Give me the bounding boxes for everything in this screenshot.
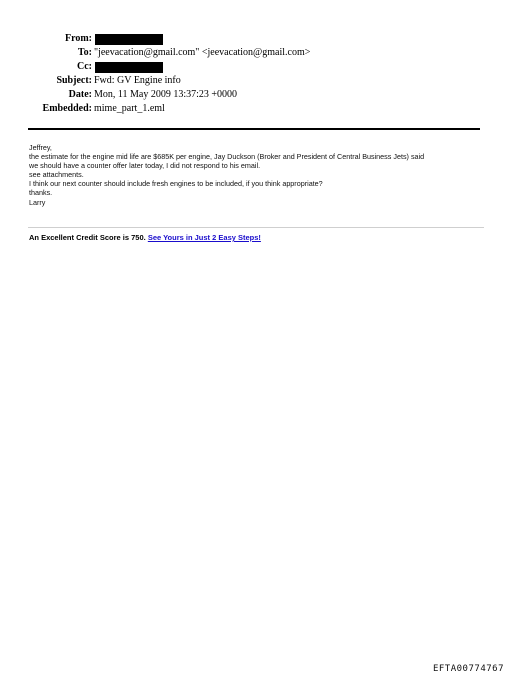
from-row — [0, 32, 92, 46]
subject-value: Fwd: GV Engine info — [94, 75, 181, 86]
date-label: Date: — [68, 89, 92, 100]
ad-banner — [29, 233, 261, 243]
to-row — [0, 46, 92, 60]
to-label: To: — [77, 47, 92, 58]
from-redaction — [95, 34, 163, 45]
embedded-row — [0, 102, 92, 116]
ad-link[interactable]: See Yours in Just 2 Easy Steps! — [147, 233, 261, 242]
embedded-value: mime_part_1.eml — [94, 103, 165, 114]
cc-label: Cc: — [77, 61, 92, 72]
body-line: we should have a counter offer later today, I did not respond to his email. — [29, 161, 261, 171]
from-label: From: — [64, 33, 92, 44]
subject-row — [0, 74, 92, 88]
body-line: Jeffrey, — [29, 143, 52, 152]
header-divider — [28, 128, 480, 130]
email-body — [29, 143, 489, 207]
cc-redaction — [95, 62, 163, 73]
ad-text: An Excellent Credit Score is 750. — [29, 233, 146, 242]
body-line: Larry — [29, 197, 46, 207]
body-line: I think our next counter should include fresh engines to be included, if you think appropriate? — [29, 179, 323, 189]
date-value: Mon, 11 May 2009 13:37:23 +0000 — [94, 89, 238, 100]
date-row — [0, 88, 92, 102]
cc-row — [0, 60, 92, 74]
body-line: thanks. — [29, 188, 53, 198]
to-value: "jeevacation@gmail.com" <jeevacation@gmail.com> — [94, 47, 311, 58]
body-line: the estimate for the engine mid life are $685K per engine, Jay Duckson (Broker and President of Central Business Jets) said — [29, 152, 425, 162]
body-line: see attachments. — [29, 170, 84, 180]
embedded-label: Embedded: — [42, 103, 92, 114]
ad-divider — [28, 227, 484, 228]
subject-label: Subject: — [56, 75, 92, 86]
document-id: EFTA00774767 — [432, 664, 504, 674]
